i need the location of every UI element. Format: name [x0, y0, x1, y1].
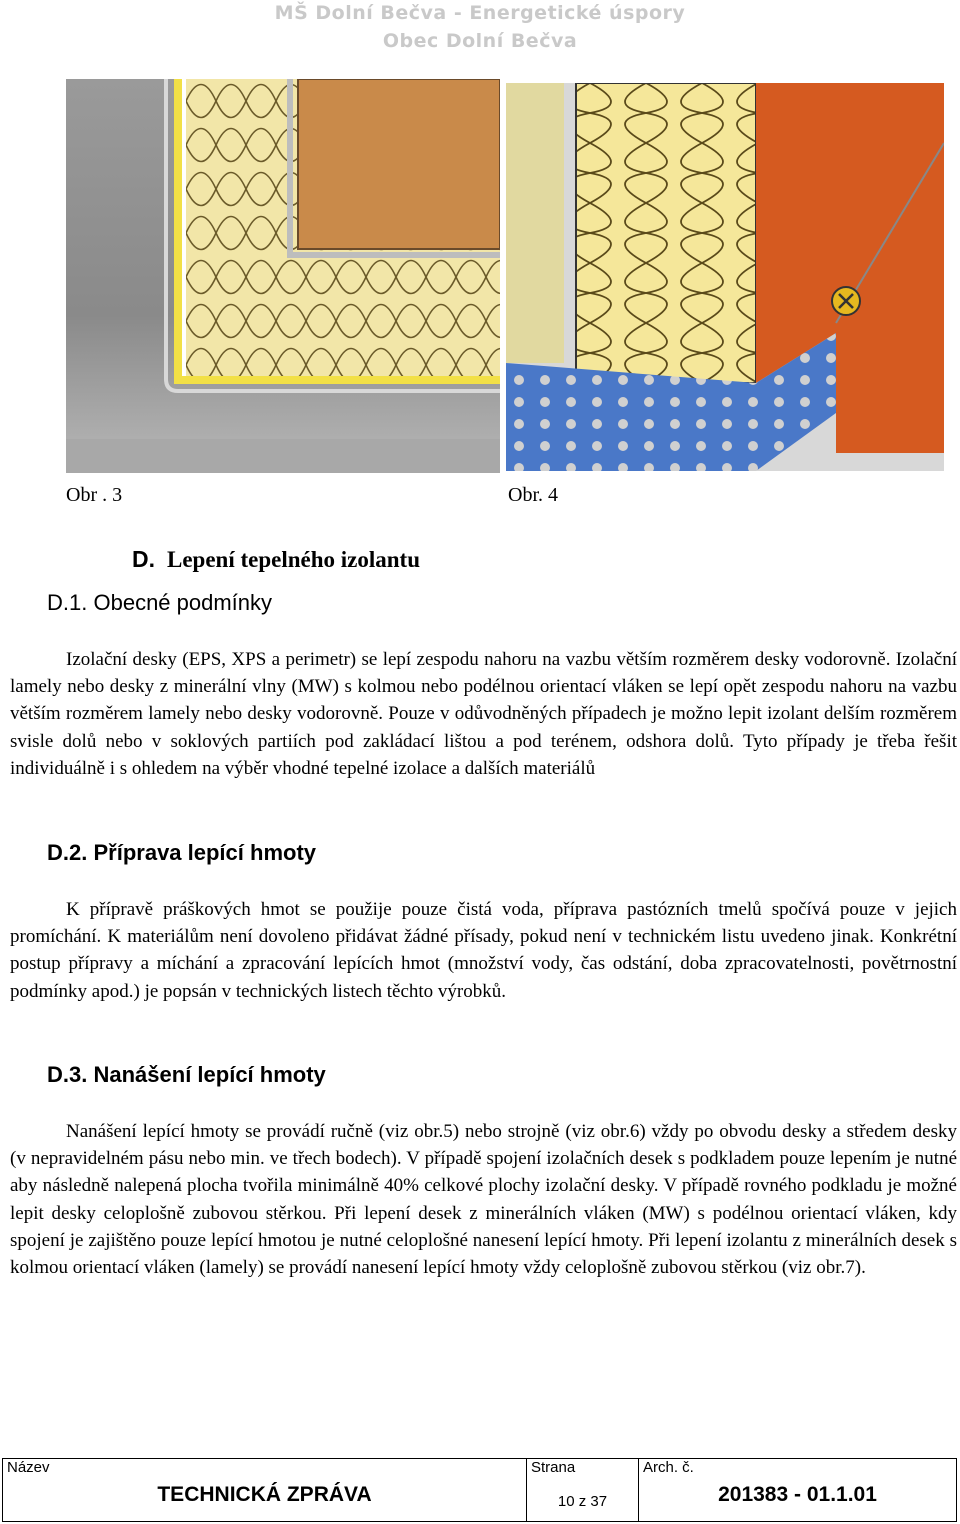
name-value: TECHNICKÁ ZPRÁVA [157, 1483, 372, 1506]
figure-corner-detail [66, 79, 500, 473]
page-label: Strana [531, 1459, 576, 1476]
arch-label: Arch. č. [643, 1459, 694, 1476]
paragraph-1 [10, 646, 957, 782]
subsection-title-1: Obecné podmínky [93, 590, 273, 615]
title-block-page [527, 1459, 639, 1521]
figure-caption-4: Obr. 4 [508, 484, 558, 506]
paragraph-1-text: Izolační desky (EPS, XPS a perimetr) se lepí zespodu nahoru na vazbu větším rozměrem desky vodorovně. Izolační lamely nebo desky z minerální vlny (MW) s kolmou nebo podélnou orientací vláken se lepí opět zespodu nahoru na vazbu větším rozměrem lamely nebo desky vodorovně. Pouze v odůvodněných případech je možno lepit izolant delším rozměrem svisle dolů nebo v soklových partiích pod zakládací lištou a pod terénem, odshora dolů. Tyto případy je třeba řešit individuálně i s ohledem na výběr vhodné tepelné izolace a dalších materiálů [10, 649, 957, 779]
subsection-heading-1 [47, 590, 272, 616]
title-block-name [3, 1459, 527, 1521]
figure-base-profile [506, 83, 944, 471]
subsection-title-3: Nanášení lepící hmoty [93, 1062, 326, 1087]
paragraph-3-text: Nanášení lepící hmoty se provádí ručně (viz obr.5) nebo strojně (viz obr.6) vždy po obvodu desky a středem desky (v nepravidelném pásu nebo min. ve třech bodech). V případě spojení izolačních desek s podkladem pouze lepením je nutné aby následně nalepená plocha tvořila minimálně 40% celkové plochy izolační desky. V případě rovného podkladu je možné lepit desky celoplošně zubovou stěrkou. Při lepení desek z minerálních vláken (MW) s podélnou orientací vláken, kdy spojení je zajištěno pouze lepící hmotou je nutné celoplošné nanesení lepící hmoty. Při lepení izolantu z minerálních desek s kolmou orientací vláken (lamely) se provádí nanesení lepící hmoty vždy celoplošně zubovou stěrkou (viz obr.7). [10, 1121, 957, 1279]
section-number: D. [132, 546, 155, 572]
header-subtitle: Obec Dolní Bečva [382, 30, 578, 52]
header-title: MŠ Dolní Bečva - Energetické úspory [274, 2, 686, 24]
arch-value: 201383 - 01.1.01 [718, 1483, 877, 1506]
subsection-number-2: D.2. [47, 840, 88, 865]
section-heading [132, 546, 420, 573]
subsection-title-2: Příprava lepící hmoty [93, 840, 317, 865]
title-block [2, 1458, 957, 1522]
paragraph-3 [10, 1118, 957, 1281]
paragraph-2-text: K přípravě práškových hmot se použije pouze čistá voda, příprava pastózních tmelů spočívá pouze v jejich promíchání. K materiálům není dovoleno přidávat žádné přísady, pokud není v technickém listu uvedeno jinak. Konkrétní postup přípravy a míchání a zpracování lepících hmot (množství vody, čas odstání, doba zpracovatelnosti, povětrnostní podmínky apod.) je popsán v technických listech těchto výrobků. [10, 899, 957, 1002]
section-title: Lepení tepelného izolantu [167, 547, 421, 572]
figure-caption-3: Obr . 3 [66, 484, 123, 506]
subsection-heading-3 [47, 1062, 326, 1088]
subsection-number-3: D.3. [47, 1062, 88, 1087]
title-block-arch [639, 1459, 956, 1521]
subsection-heading-2 [47, 840, 316, 866]
subsection-number-1: D.1. [47, 590, 88, 615]
paragraph-2 [10, 896, 957, 1005]
page-value: 10 z 37 [557, 1493, 608, 1510]
name-label: Název [7, 1459, 50, 1476]
